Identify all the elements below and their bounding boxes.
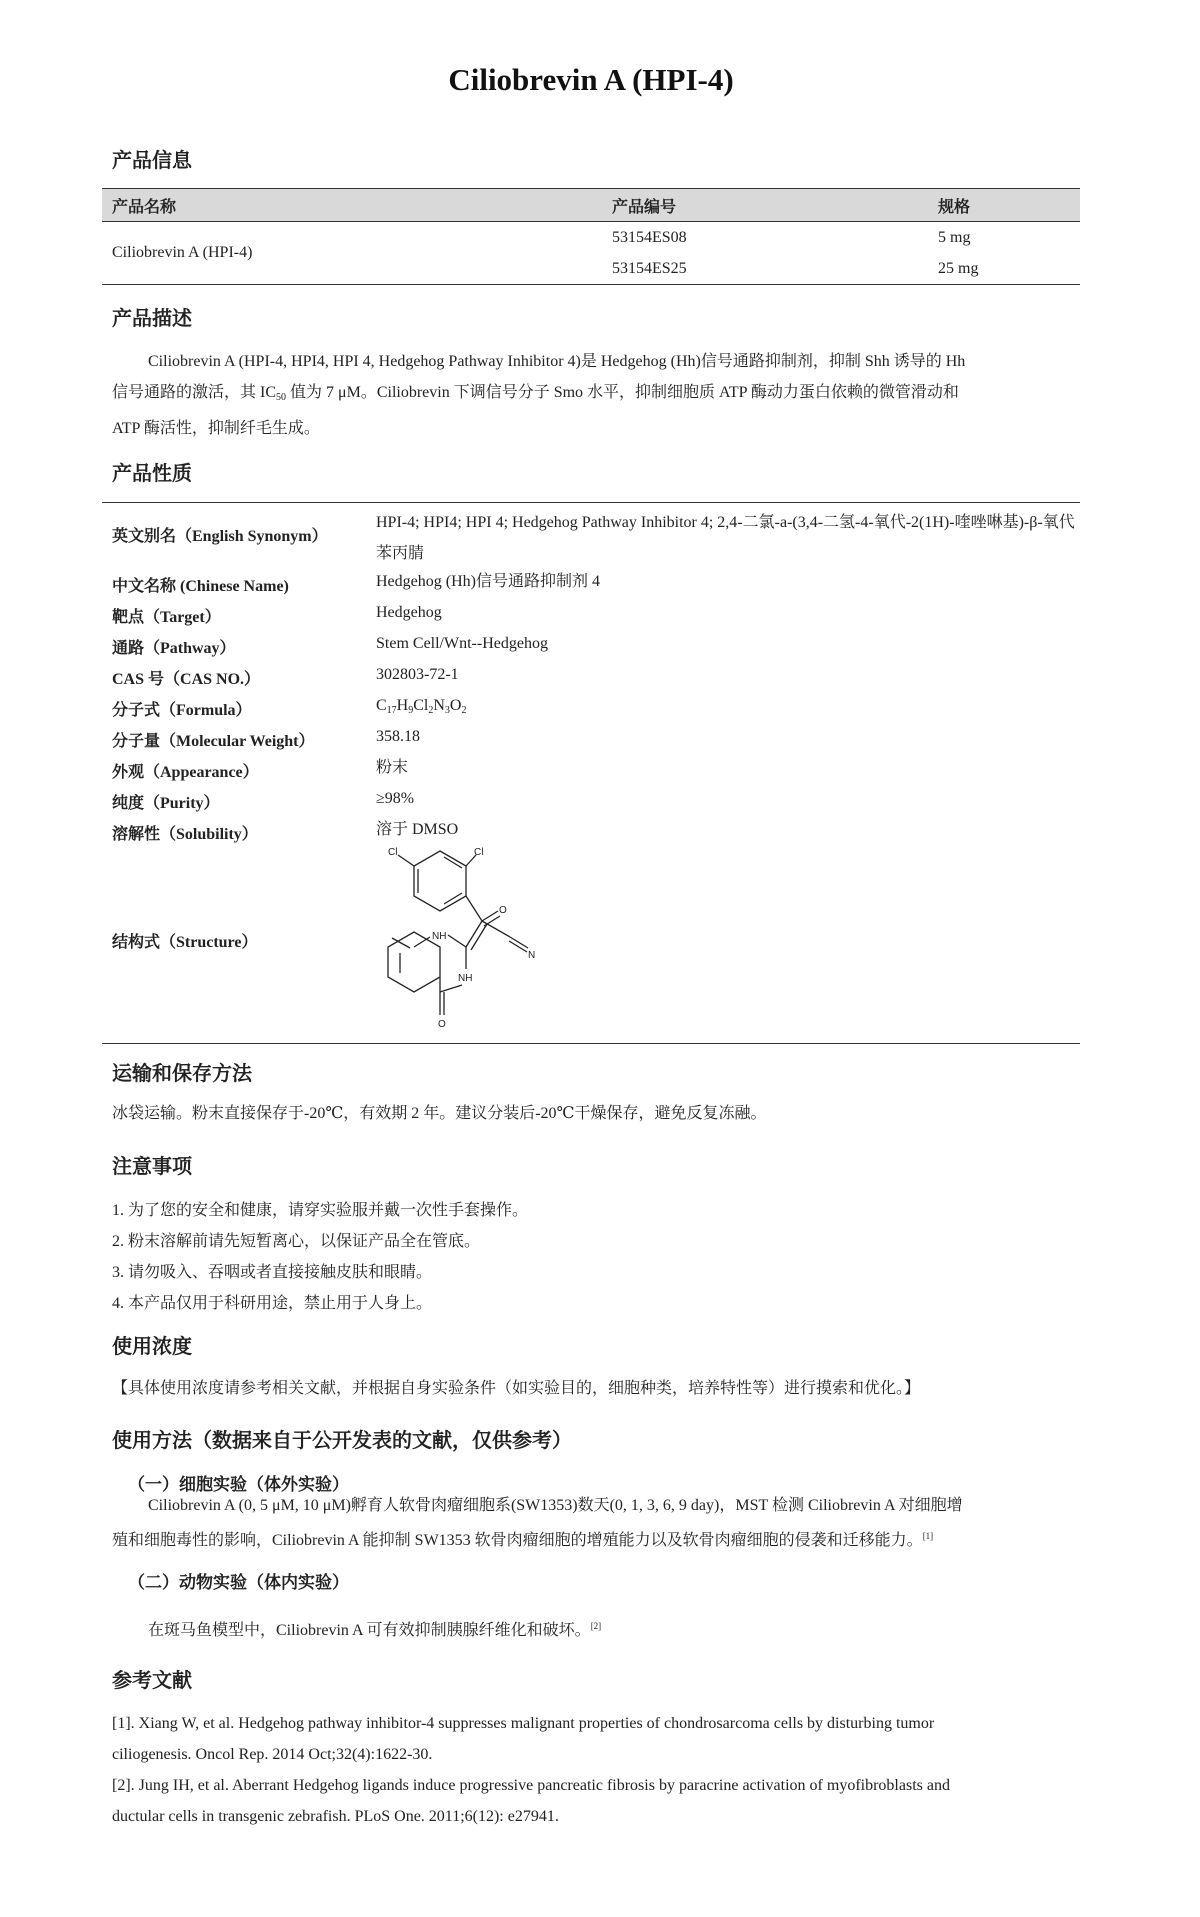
property-key: 外观（Appearance） [112,764,259,781]
list-item: 4. 本产品仅用于科研用途，禁止用于人身上。 [112,1295,433,1312]
cell-experiment-title: （一）细胞实验（体外实验） [128,1475,349,1494]
atom-label: Cl [474,847,484,858]
cell-product-name: Ciliobrevin A (HPI-4) [102,222,602,285]
ic50-subscript: 50 [276,392,287,403]
atom-label: NH [458,973,473,984]
reference-line: [1]. Xiang W, et al. Hedgehog pathway inhibitor-4 suppresses malignant properties of chondrosarcoma cells by disturbing tumor [112,1715,935,1732]
description-text-part: 信号通路的激活，其 IC [112,384,277,401]
header-size: 规格 [928,189,1080,222]
atom-label: O [499,905,507,916]
property-key: 通路（Pathway） [112,640,236,657]
property-value: Hedgehog [376,604,442,621]
property-key: 结构式（Structure） [112,934,258,951]
atom-label: N [528,950,536,961]
list-item: 1. 为了您的安全和健康，请穿实验服并戴一次性手套操作。 [112,1202,529,1219]
property-key: 分子式（Formula） [112,702,252,719]
property-key: 分子量（Molecular Weight） [112,733,315,750]
property-value: Stem Cell/Wnt--Hedgehog [376,635,548,652]
cell-size: 5 mg [938,228,971,246]
description-line: Ciliobrevin A (HPI-4, HPI4, HPI 4, Hedgehog Pathway Inhibitor 4)是 Hedgehog (Hh)信号通路抑制剂，抑制 Shh 诱导的 Hh [148,353,966,370]
method-line: Ciliobrevin A (0, 5 μM, 10 μM)孵育人软骨肉瘤细胞系(SW1353)数天(0, 1, 3, 6, 9 day)，MST 检测 Ciliobrevin A 对细胞增 [148,1497,963,1514]
property-value: 358.18 [376,728,420,745]
list-item: 3. 请勿吸入、吞咽或者直接接触皮肤和眼睛。 [112,1264,433,1281]
reference-line: ductular cells in transgenic zebrafish. PLoS One. 2011;6(12): e27941. [112,1808,559,1825]
property-value: 溶于 DMSO [376,821,459,838]
method-text: 在斑马鱼模型中，Ciliobrevin A 可有效抑制胰腺纤维化和破坏。 [148,1622,591,1639]
properties-table [102,502,1080,1044]
description-line: ATP 酶活性，抑制纤毛生成。 [112,420,320,437]
cell-code: 53154ES08 [612,228,687,246]
property-key: 靶点（Target） [112,609,221,626]
property-value: 302803-72-1 [376,666,459,683]
description-text-part: 值为 7 μM。Ciliobrevin 下调信号分子 Smo 水平，抑制细胞质 ATP 酶动力蛋白依赖的微管滑动和 [286,384,959,401]
storage-text: 冰袋运输。粉末直接保存于-20℃，有效期 2 年。建议分装后-20℃干燥保存，避免反复冻融。 [112,1105,767,1122]
property-value: 粉末 [376,759,409,776]
table-row [102,222,1080,254]
chemical-structure-image [370,843,570,1039]
property-key: 纯度（Purity） [112,795,220,812]
reference-line: ciliogenesis. Oncol Rep. 2014 Oct;32(4):1622-30. [112,1746,433,1763]
formula-value: $C_{17}H_9Cl_2N_3O_2$ [376,697,467,716]
references-list [112,1708,1072,1832]
cell-code: 53154ES25 [602,253,928,285]
atom-label: O [438,1019,446,1030]
section-method: 使用方法（数据来自于公开发表的文献，仅供参考） [112,1430,572,1452]
description-text [112,346,1072,444]
section-description: 产品描述 [112,308,192,330]
section-concentration: 使用浓度 [112,1336,192,1358]
atom-label: NH [432,931,447,942]
section-notes: 注意事项 [112,1156,192,1178]
list-item: 2. 粉末溶解前请先短暂离心，以保证产品全在管底。 [112,1233,481,1250]
property-key: 中文名称 (Chinese Name) [112,578,289,595]
section-product-info: 产品信息 [112,150,192,172]
property-key: 英文别名（English Synonym） [112,528,328,545]
citation-1: [1] [922,1531,934,1541]
section-references: 参考文献 [112,1670,192,1692]
animal-experiment-text [112,1611,1072,1646]
notes-list [112,1195,1072,1319]
cell-size: 25 mg [928,253,1080,285]
method-text: 殖和细胞毒性的影响，Ciliobrevin A 能抑制 SW1353 软骨肉瘤细胞的增殖能力以及软骨肉瘤细胞的侵袭和迁移能力。 [112,1532,923,1549]
animal-experiment-title: （二）动物实验（体内实验） [128,1573,349,1592]
property-key: CAS 号（CAS NO.） [112,671,261,688]
property-value: HPI-4; HPI4; HPI 4; Hedgehog Pathway Inhibitor 4; 2,4-二氯-a-(3,4-二氢-4-氧代-2(1H)-喹唑啉基)-β-氧代苯丙腈 [376,514,1075,562]
page-title: Ciliobrevin A (HPI-4) [448,62,734,97]
section-properties: 产品性质 [112,463,192,485]
header-product-name: 产品名称 [102,189,602,222]
atom-label: Cl [388,847,398,858]
section-storage: 运输和保存方法 [112,1063,252,1085]
concentration-text: 【具体使用浓度请参考相关文献，并根据自身实验条件（如实验目的，细胞种类，培养特性等）进行摸索和优化。】 [112,1380,921,1397]
citation-2: [2] [590,1621,602,1631]
method-line [112,1521,1072,1556]
property-key: 溶解性（Solubility） [112,826,258,843]
description-line [112,377,1072,413]
reference-line: [2]. Jung IH, et al. Aberrant Hedgehog ligands induce progressive pancreatic fibrosis by paracrine activation of myofibroblasts and [112,1777,950,1794]
property-value: ≥98% [376,790,415,807]
cell-experiment-text [112,1490,1072,1556]
property-value: Hedgehog (Hh)信号通路抑制剂 4 [376,573,600,590]
product-info-table [102,188,1080,285]
table-header-row [102,189,1080,222]
header-product-code: 产品编号 [602,189,928,222]
